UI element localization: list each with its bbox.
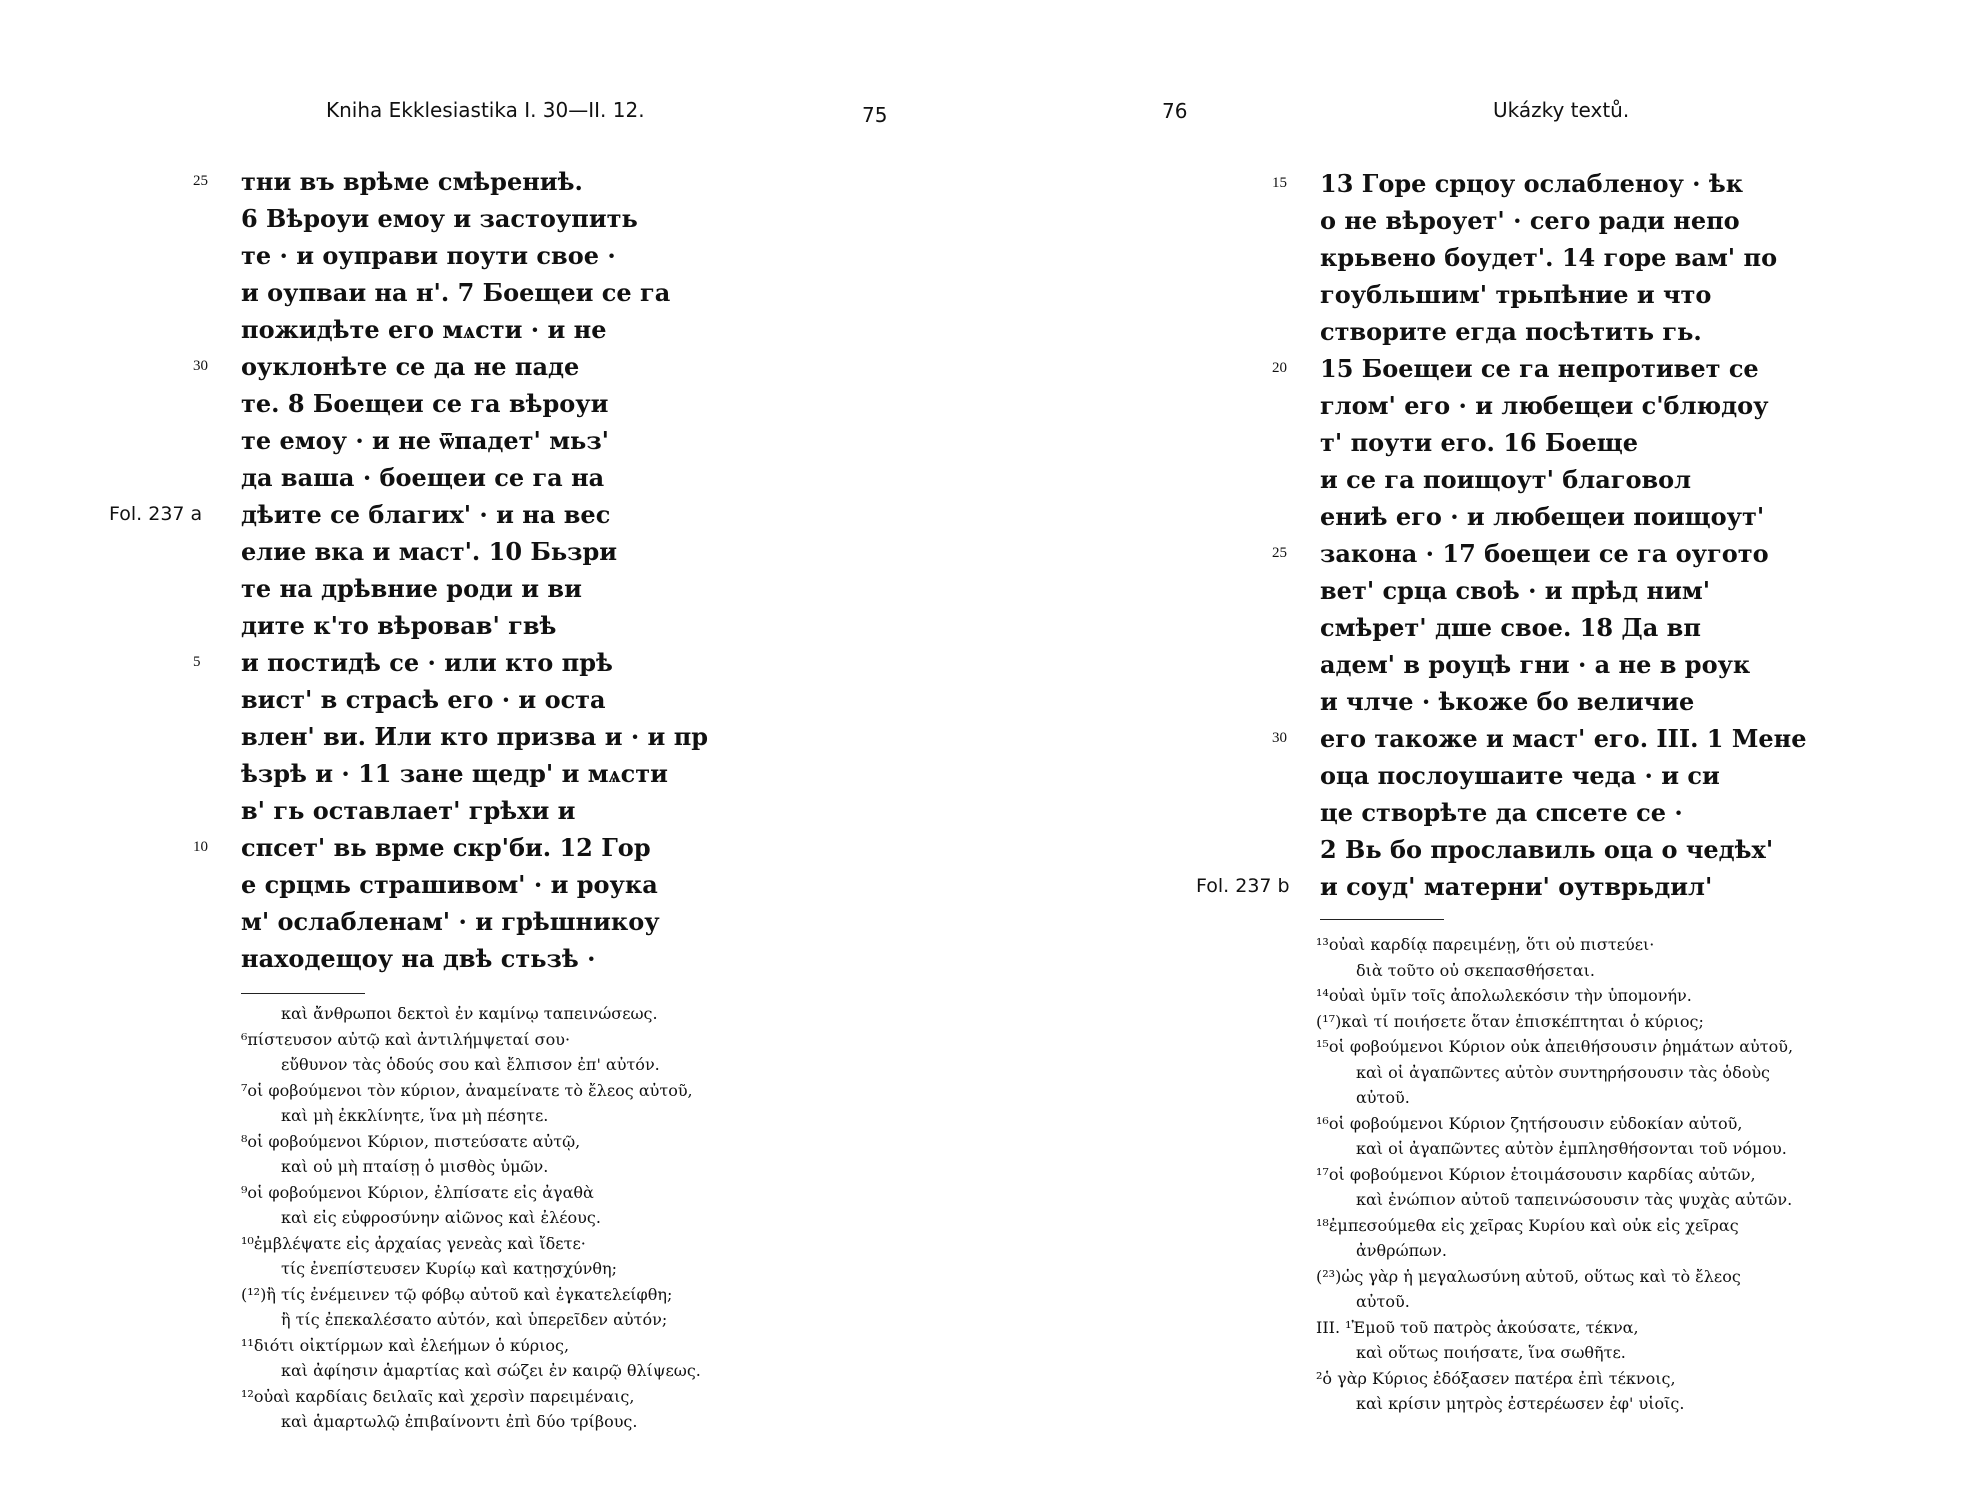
greek-line: ⁷οἱ φοβούμενοι τὸν κύριον, ἀναμείνατε τὸ ἔλεος αὐτοῦ, xyxy=(241,1080,693,1100)
greek-line: ¹⁶οἱ φοβούμενοι Κύριον ζητήσουσιν εὐδοκίαν αὐτοῦ, xyxy=(1316,1113,1743,1133)
folio-marker: Fol. 237 b xyxy=(1196,875,1290,897)
line-text: е срцмь страшивом' · и роука xyxy=(241,870,658,899)
line-text: находещоу на двѣ стьзѣ · xyxy=(241,944,596,973)
line-text: закона · 17 боещеи се га оуготo xyxy=(1320,539,1769,568)
line-text: и се га поищоут' благовол xyxy=(1320,465,1692,494)
text-line xyxy=(1320,202,1807,239)
greek-line: καὶ ἄνθρωποι δεκτοὶ ἐν καμίνῳ ταπεινώσεως. xyxy=(281,1004,658,1023)
line-text: и постидѣ се · или кто прѣ xyxy=(241,648,613,677)
greek-line: ἢ τίς ἐπεκαλέσατο αὐτόν, καὶ ὑπερεῖδεν αὐτόν; xyxy=(281,1310,668,1329)
greek-line: αὐτοῦ. xyxy=(1356,1292,1410,1311)
old-church-slavonic-text xyxy=(109,163,709,977)
line-text: его такоже и маст' его. III. 1 Мене xyxy=(1320,724,1807,753)
line-text: смѣрет' дше свое. 18 Да вп xyxy=(1320,613,1701,642)
greek-line: καὶ οἱ ἀγαπῶντες αὐτὸν ἐμπλησθήσονται τοῦ νόμου. xyxy=(1356,1139,1787,1158)
greek-line: ²ὁ γὰρ Κύριος ἐδόξασεν πατέρα ἐπὶ τέκνοις, xyxy=(1316,1368,1676,1388)
text-line xyxy=(1320,424,1807,461)
line-text: те на дрѣвние роди и ви xyxy=(241,574,582,603)
text-line xyxy=(241,422,708,459)
greek-line: αὐτοῦ. xyxy=(1356,1088,1410,1107)
text-line xyxy=(241,792,708,829)
greek-line: καὶ κρίσιν μητρὸς ἐστερέωσεν ἐφ' υἱοῖς. xyxy=(1356,1394,1685,1413)
greek-line: ¹⁰ἐμβλέψατε εἰς ἀρχαίας γενεὰς καὶ ἴδετε· xyxy=(241,1233,586,1253)
line-text: 2 Вь бо прославиль оца о чедѣх' xyxy=(1320,835,1774,864)
greek-line: ἀνθρώπων. xyxy=(1356,1241,1447,1260)
line-number: 30 xyxy=(193,358,208,374)
line-text: ѣзрѣ и · 11 зане щедр' и мѧсти xyxy=(241,759,668,788)
text-line xyxy=(1320,794,1807,831)
line-text: гоубльшим' трьпѣние и что xyxy=(1320,280,1712,309)
line-text: ениѣ его · и любещеи поищоут' xyxy=(1320,502,1765,531)
text-line xyxy=(241,570,708,607)
line-text: в' гь оставлает' грѣхи и xyxy=(241,796,576,825)
greek-line: καὶ οὕτως ποιήσατε, ἵνα σωθῆτε. xyxy=(1356,1343,1626,1362)
line-text: тни въ врѣме смѣрениѣ. xyxy=(241,167,583,196)
page-number: 76 xyxy=(1162,99,1188,123)
line-text: те емоу · и не ѿпадет' мьз' xyxy=(241,426,610,455)
line-text: створите егда посѣтить гь. xyxy=(1320,317,1702,346)
text-line xyxy=(109,496,708,533)
text-line xyxy=(241,940,708,977)
text-line xyxy=(1320,609,1807,646)
greek-line: καὶ ἁμαρτωλῷ ἐπιβαίνοντι ἐπὶ δύο τρίβους. xyxy=(281,1412,638,1431)
text-line xyxy=(241,755,708,792)
line-number: 25 xyxy=(193,173,208,189)
right-page xyxy=(991,0,1982,1500)
text-line xyxy=(241,385,708,422)
greek-line: ⁸οἱ φοβούμενοι Κύριον, πιστεύσατε αὐτῷ, xyxy=(241,1131,581,1151)
greek-parallel-text xyxy=(241,1001,701,1435)
text-line xyxy=(1272,350,1807,387)
text-line xyxy=(1320,239,1807,276)
text-line xyxy=(193,348,708,385)
line-text: те. 8 Боещеи се га вѣроуи xyxy=(241,389,609,418)
line-text: 15 Боещеи се га непротивет се xyxy=(1320,354,1759,383)
greek-line: III. ¹Ἐμοῦ τοῦ πατρὸς ἀκούσατε, τέκνα, xyxy=(1316,1317,1639,1337)
text-line xyxy=(241,459,708,496)
text-line xyxy=(241,866,708,903)
text-line xyxy=(241,607,708,644)
line-text: влен' ви. Или кто призва и · и пр xyxy=(241,722,709,751)
greek-line: καὶ οἱ ἀγαπῶντες αὐτὸν συντηρήσουσιν τὰς ὁδοὺς xyxy=(1356,1062,1771,1082)
line-text: м' ослабленам' · и грѣшникоу xyxy=(241,907,660,936)
text-line xyxy=(241,274,708,311)
line-text: да ваша · боещеи се га на xyxy=(241,463,605,492)
footnote-rule xyxy=(1320,919,1444,920)
line-text: о не вѣроует' · сего ради непо xyxy=(1320,206,1740,235)
line-text: крьвено боудет'. 14 горе вам' по xyxy=(1320,243,1778,272)
line-text: т' поути его. 16 Боеще xyxy=(1320,428,1639,457)
text-line xyxy=(1320,757,1807,794)
text-line xyxy=(1272,720,1807,757)
line-text: оуклонѣте се да не паде xyxy=(241,352,580,381)
text-line xyxy=(241,681,708,718)
text-line xyxy=(1320,831,1807,868)
page-number: 75 xyxy=(862,103,888,127)
line-number: 10 xyxy=(193,839,208,855)
line-text: и члче · ѣкоже бо величие xyxy=(1320,687,1695,716)
text-line xyxy=(1272,535,1807,572)
text-line xyxy=(241,237,708,274)
greek-line: καὶ εἰς εὐφροσύνην αἰῶνος καὶ ἐλέους. xyxy=(281,1208,601,1227)
line-number: 5 xyxy=(193,654,201,670)
greek-line: ¹⁴οὐαὶ ὑμῖν τοῖς ἀπολωλεκόσιν τὴν ὑπομονήν. xyxy=(1316,986,1692,1005)
old-church-slavonic-text xyxy=(1196,165,1807,905)
line-text: те · и оуправи поути свое · xyxy=(241,241,616,270)
greek-line: (¹²)ἢ τίς ἐνέμεινεν τῷ φόβῳ αὐτοῦ καὶ ἐγκατελείφθη; xyxy=(241,1284,673,1304)
greek-line: ¹⁵οἱ φοβούμενοι Κύριον οὐκ ἀπειθήσουσιν ῥημάτων αὐτοῦ, xyxy=(1316,1037,1794,1056)
greek-line: καὶ ἀφίησιν ἁμαρτίας καὶ σώζει ἐν καιρῷ θλίψεως. xyxy=(281,1361,701,1380)
greek-line: ¹¹διότι οἰκτίρμων καὶ ἐλεήμων ὁ κύριος, xyxy=(241,1335,570,1355)
text-line xyxy=(193,644,708,681)
line-text: елие вка и маст'. 10 Бьзри xyxy=(241,537,618,566)
text-line xyxy=(1320,572,1807,609)
line-text: 6 Вѣроуи емоу и застоупить xyxy=(241,204,638,233)
line-text: дѣите се благих' · и на вес xyxy=(241,500,611,529)
greek-line: διὰ τοῦτο οὐ σκεπασθήσεται. xyxy=(1356,960,1595,980)
text-line xyxy=(1320,683,1807,720)
text-line xyxy=(1320,461,1807,498)
text-line xyxy=(1196,868,1807,905)
greek-line: ⁹οἱ φοβούμενοι Κύριον, ἐλπίσατε εἰς ἀγαθὰ xyxy=(241,1182,594,1202)
line-number: 20 xyxy=(1272,360,1287,376)
line-text: адем' в роуцѣ гни · а не в роук xyxy=(1320,650,1751,679)
line-number: 15 xyxy=(1272,175,1287,191)
text-line xyxy=(193,163,708,200)
line-text: и оупваи на н'. 7 Боещеи се га xyxy=(241,278,671,307)
text-line xyxy=(1320,313,1807,350)
line-text: оца послоушаите чеда · и си xyxy=(1320,761,1720,790)
line-text: 13 Горе срцоу ослабленоу · ѣк xyxy=(1320,169,1744,198)
greek-line: τίς ἐνεπίστευσεν Κυρίῳ καὶ κατῃσχύνθη; xyxy=(281,1259,617,1278)
text-line xyxy=(193,829,708,866)
greek-line: καὶ ἐνώπιον αὐτοῦ ταπεινώσουσιν τὰς ψυχὰς αὐτῶν. xyxy=(1356,1190,1793,1209)
greek-line: (¹⁷)καὶ τί ποιήσετε ὅταν ἐπισκέπτηται ὁ κύριος; xyxy=(1316,1011,1704,1031)
greek-parallel-text xyxy=(1316,932,1793,1417)
greek-line: ¹⁷οἱ φοβούμενοι Κύριον ἑτοιμάσουσιν καρδίας αὐτῶν, xyxy=(1316,1164,1756,1184)
text-line xyxy=(1320,498,1807,535)
text-line xyxy=(1320,646,1807,683)
greek-line: εὔθυνον τὰς ὁδούς σου καὶ ἔλπισον ἐπ' αὐτόν. xyxy=(281,1055,660,1074)
line-text: пожидѣте его мѧсти · и не xyxy=(241,315,607,344)
line-text: це створѣте да спсете се · xyxy=(1320,798,1683,827)
greek-line: ¹⁸ἐμπεσούμεθα εἰς χεῖρας Κυρίου καὶ οὐκ εἰς χεῖρας xyxy=(1316,1215,1739,1235)
text-line xyxy=(241,533,708,570)
text-line xyxy=(241,311,708,348)
line-text: вист' в страсѣ его · и оста xyxy=(241,685,606,714)
greek-line: ⁶πίστευσον αὐτῷ καὶ ἀντιλήμψεταί σου· xyxy=(241,1029,571,1049)
line-number: 30 xyxy=(1272,730,1287,746)
footnote-rule xyxy=(241,993,365,994)
line-number: 25 xyxy=(1272,545,1287,561)
text-line xyxy=(1272,165,1807,202)
running-title: Kniha Ekklesiastika I. 30—II. 12. xyxy=(326,98,645,122)
line-text: глом' его · и любещеи с'блюдоу xyxy=(1320,391,1769,420)
greek-line: ¹²οὐαὶ καρδίαις δειλαῖς καὶ χερσὶν παρειμέναις, xyxy=(241,1386,635,1406)
text-line xyxy=(241,200,708,237)
line-text: и соуд' матерни' оутврьдил' xyxy=(1320,872,1713,901)
text-line xyxy=(1320,276,1807,313)
text-line xyxy=(241,718,708,755)
line-text: вет' срца своѣ · и прѣд ним' xyxy=(1320,576,1711,605)
greek-line: καὶ μὴ ἐκκλίνητε, ἵνα μὴ πέσητε. xyxy=(281,1106,549,1125)
greek-line: καὶ οὐ μὴ πταίσῃ ὁ μισθὸς ὑμῶν. xyxy=(281,1157,549,1176)
running-title: Ukázky textů. xyxy=(1493,98,1630,122)
text-line xyxy=(241,903,708,940)
greek-line: (²³)ὡς γὰρ ἡ μεγαλωσύνη αὐτοῦ, οὕτως καὶ τὸ ἔλεος xyxy=(1316,1266,1741,1286)
text-line xyxy=(1320,387,1807,424)
folio-marker: Fol. 237 a xyxy=(109,503,203,525)
greek-line: ¹³οὐαὶ καρδίᾳ παρειμένῃ, ὅτι οὐ πιστεύει· xyxy=(1316,935,1655,954)
line-text: спсет' вь врме скр'би. 12 Гор xyxy=(241,833,651,862)
line-text: дите к'то вѣровав' гвѣ xyxy=(241,611,557,640)
